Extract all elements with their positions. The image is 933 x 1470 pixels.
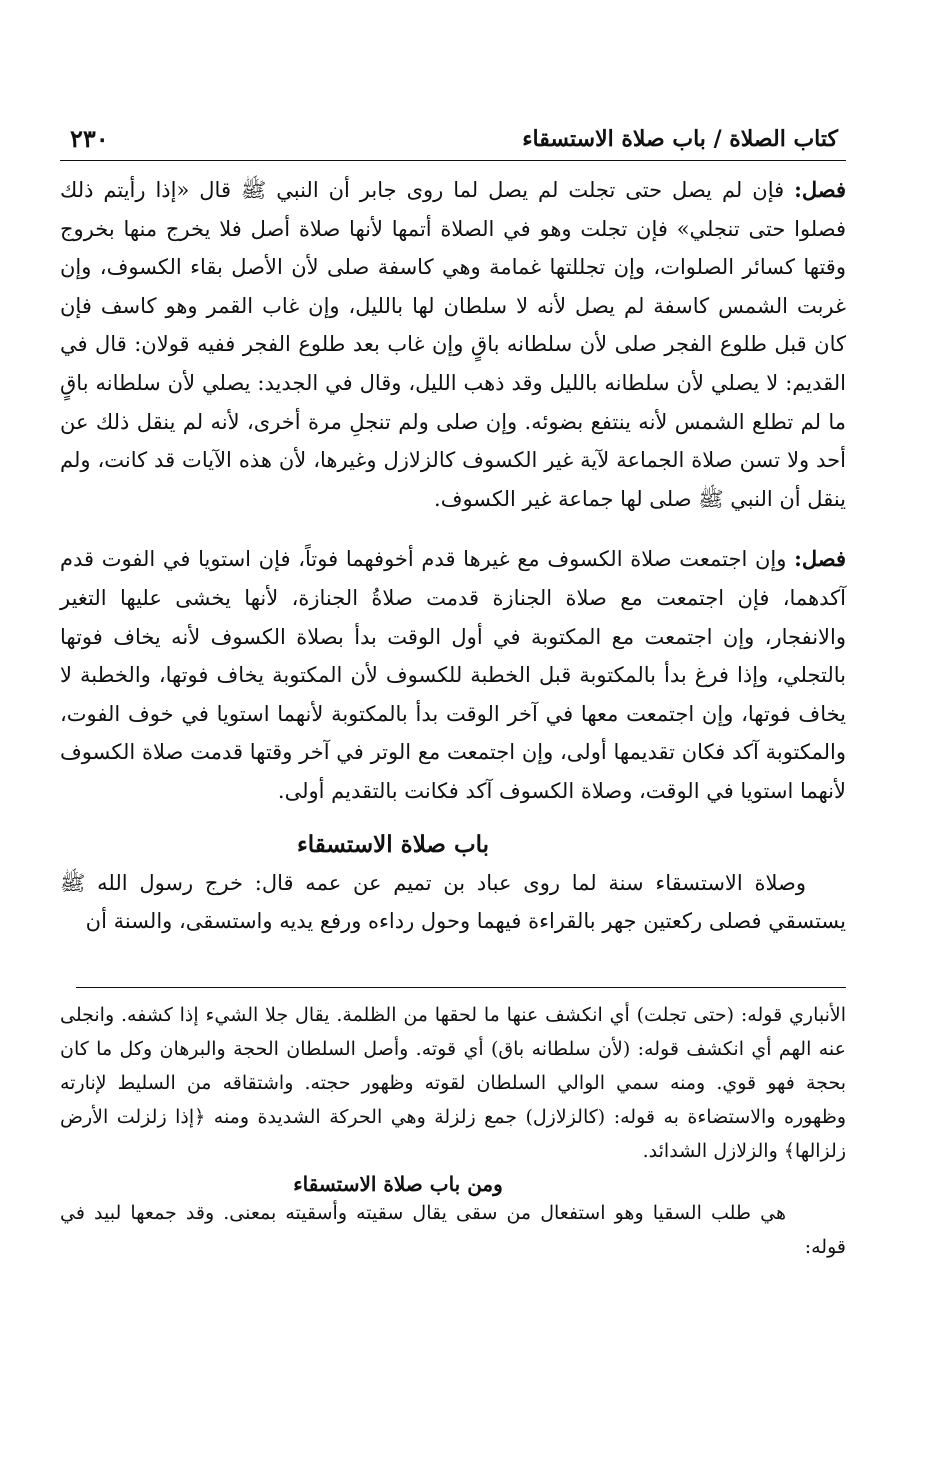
running-header — [60, 118, 846, 158]
footnote-paragraph: الأنباري قوله: (حتى تجلت) أي انكشف عنها ما لحقها من الظلمة. يقال جلا الشيء إذا كشفه. وانجلى عنه الهم أي انكشف قوله: (لأن سلطانه باق) أي قوته. وأصل السلطان الحجة والبرهان وكل ما كان بحجة فهو قوي. ومنه سمي الوالي السلطان لقوته وظهور حجته. واشتقاقه من السليط لإنارته وظهوره والاستضاءة به قوله: (كالزلازل) جمع زلزلة وهي الحركة الشديدة ومنه ﴿إذا زلزلت الأرض زلزالها﴾ والزلازل الشدائد. — [60, 1003, 846, 1162]
footnote-heading: ومن باب صلاة الاستسقاء — [293, 1171, 503, 1196]
page-number: ٢٣٠ — [70, 124, 109, 153]
fasl-paragraph-1 — [60, 171, 846, 518]
fasl-paragraph-2 — [60, 540, 846, 810]
fasl-text-2: وإن اجتمعت صلاة الكسوف مع غيرها قدم أخوفهما فوتاً، فإن استويا في الفوت قدم آكدهما، فإن اجتمعت مع صلاة الجنازة قدمت صلاةُ الجنازة، لأنها يخشى عليها التغير والانفجار، وإن اجتمعت مع المكتوبة في أول الوقت بدأ بصلاة الكسوف لأنه يخاف فوتها بالتجلي، وإذا فرغ بدأ بالمكتوبة قبل الخطبة للكسوف لأن المكتوبة يخاف فوتها، والخطبة لا يخاف فوتها، وإن اجتمعت معها في آخر الوقت بدأ بالمكتوبة لأنهما استويا في خوف الفوت، والمكتوبة آكد فكان تقديمها أولى، وإن اجتمعت مع الوتر في آخر وقتها قدمت صلاة الكسوف لأنهما استويا في الوقت، وصلاة الكسوف آكد فكانت بالتقديم أولى. — [60, 547, 846, 803]
footnote-divider — [76, 987, 846, 988]
fasl-text-1: فإن لم يصل حتى تجلت لم يصل لما روى جابر أن النبي ﷺ قال «إذا رأيتم ذلك فصلوا حتى تنجلي» فإن تجلت وهو في الصلاة أتمها لأنها صلاة أصل فلا يخرج منها بخروج وقتها كسائر الصلوات، وإن تجللتها غمامة وهي كاسفة صلى لأن الأصل بقاء الكسوف، وإن غربت الشمس كاسفة لم يصل لأنه لا سلطان لها بالليل، وإن غاب القمر وهو كاسف فإن كان قبل طلوع الفجر صلى لأن سلطانه باقٍ وإن غاب بعد طلوع الفجر ففيه قولان: قال في القديم: لا يصلي لأن سلطانه بالليل وقد ذهب الليل، وقال في الجديد: يصلي لأن سلطانه باقٍ ما لم تطلع الشمس لأنه ينتفع بضوئه. وإن صلى ولم تنجلِ مرة أخرى، لأنه لم ينقل ذلك عن أحد ولا تسن صلاة الجماعة لآية غير الكسوف كالزلازل وغيرها، لأن هذه الآيات قد كانت، ولم ينقل أن النبي ﷺ صلى لها جماعة غير الكسوف. — [60, 178, 846, 511]
fasl-label-2: فصل: — [794, 546, 846, 572]
book-page — [60, 118, 846, 1264]
istisqa-paragraph: وصلاة الاستسقاء سنة لما روى عباد بن تميم عن عمه قال: خرج رسول الله ﷺ يستسقي فصلى ركعتين جهر بالقراءة فيهما وحول رداءه ورفع يديه واستسقى، والسنة أن — [60, 870, 846, 934]
section-heading: باب صلاة الاستسقاء — [296, 830, 490, 858]
footnote-paragraph-2: هي طلب السقيا وهو استفعال من سقى يقال سقيته وأسقيته بمعنى. وقد جمعها لبيد في قوله: — [60, 1201, 846, 1258]
running-header-title: كتاب الصلاة / باب صلاة الاستسقاء — [522, 126, 838, 152]
fasl-label-1: فصل: — [794, 177, 846, 202]
header-divider — [60, 160, 846, 161]
